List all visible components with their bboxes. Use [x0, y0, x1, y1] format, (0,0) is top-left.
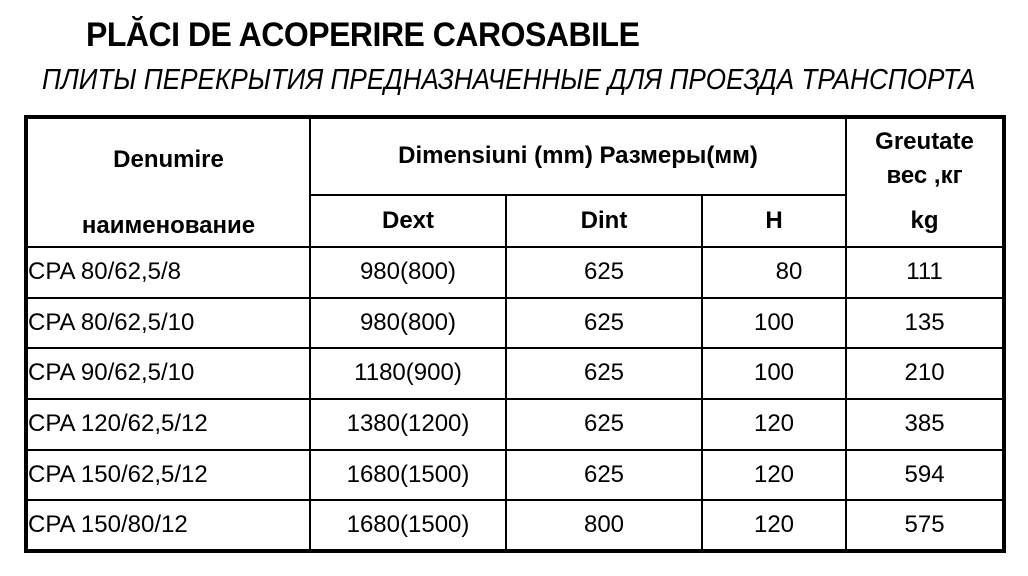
- cell-name: CPA 80/62,5/8: [26, 247, 310, 298]
- header-greutate-ru: вес ,кг: [886, 162, 963, 190]
- header-greutate-ro: Greutate: [875, 128, 974, 155]
- cell-name: CPA 80/62,5/10: [26, 298, 310, 349]
- cell-weight: 594: [846, 450, 1004, 501]
- header-greutate: [846, 117, 1004, 247]
- cell-dint: 625: [506, 450, 702, 501]
- cell-dext: 1680(1500): [310, 500, 506, 551]
- cell-dint: 625: [506, 399, 702, 450]
- table-row: [26, 399, 1004, 450]
- cell-name: CPA 150/62,5/12: [26, 450, 310, 501]
- cell-name: CPA 120/62,5/12: [26, 399, 310, 450]
- specification-table: [24, 115, 1006, 553]
- table-row: [26, 348, 1004, 399]
- header-dimensiuni: Dimensiuni (mm) Размеры(мм): [310, 117, 846, 195]
- cell-h: 100: [702, 298, 846, 349]
- header-greutate-unit: kg: [910, 206, 939, 234]
- header-denumire: [26, 117, 310, 247]
- cell-h: 120: [702, 500, 846, 551]
- header-denumire-ro: Denumire: [113, 146, 224, 173]
- cell-weight: 210: [846, 348, 1004, 399]
- cell-dext: 980(800): [310, 298, 506, 349]
- cell-h: 120: [702, 450, 846, 501]
- table-row: [26, 450, 1004, 501]
- table-row: [26, 247, 1004, 298]
- table-row: [26, 500, 1004, 551]
- cell-weight: 575: [846, 500, 1004, 551]
- header-denumire-ru: наименование: [81, 212, 256, 240]
- cell-dint: 800: [506, 500, 702, 551]
- cell-weight: 111: [846, 247, 1004, 298]
- cell-dext: 1180(900): [310, 348, 506, 399]
- cell-h: 120: [702, 399, 846, 450]
- table-row: [26, 298, 1004, 349]
- cell-name: CPA 90/62,5/10: [26, 348, 310, 399]
- cell-dint: 625: [506, 348, 702, 399]
- header-h: H: [702, 195, 846, 247]
- header-dext: Dext: [310, 195, 506, 247]
- cell-h: 80: [702, 247, 846, 298]
- cell-dext: 1680(1500): [310, 450, 506, 501]
- header-dint: Dint: [506, 195, 702, 247]
- cell-dext: 1380(1200): [310, 399, 506, 450]
- cell-h: 100: [702, 348, 846, 399]
- cell-dext: 980(800): [310, 247, 506, 298]
- cell-name: CPA 150/80/12: [26, 500, 310, 551]
- page-subtitle: ПЛИТЫ ПЕРЕКРЫТИЯ ПРЕДНАЗНАЧЕННЫЕ ДЛЯ ПРОЕЗДА ТРАНСПОРТА: [42, 64, 976, 96]
- cell-weight: 385: [846, 399, 1004, 450]
- cell-dint: 625: [506, 247, 702, 298]
- cell-weight: 135: [846, 298, 1004, 349]
- cell-dint: 625: [506, 298, 702, 349]
- page-title: PLĂCI DE ACOPERIRE CAROSABILE: [86, 16, 640, 54]
